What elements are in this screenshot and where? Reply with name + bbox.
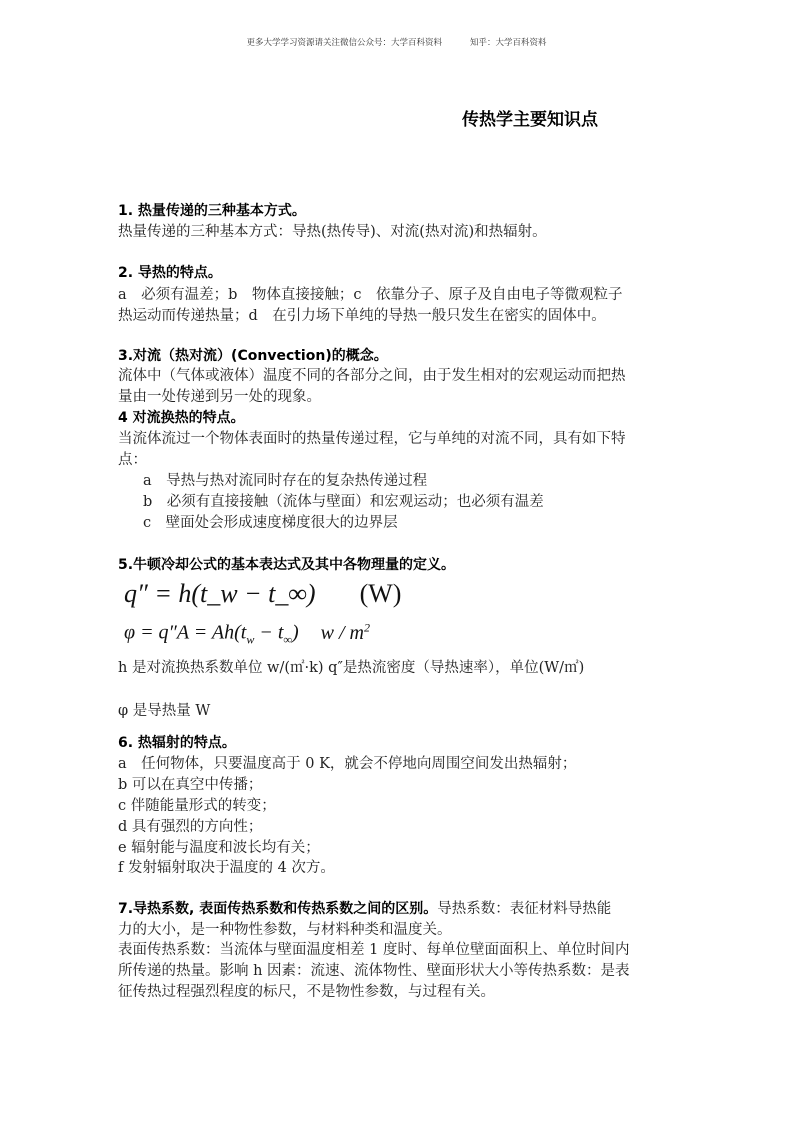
- section-7-line: [118, 899, 611, 919]
- section-2-heading: 2. 导热的特点。: [118, 265, 222, 281]
- header-left: 更多大学学习资源请关注微信公众号：大学百科资料: [246, 38, 442, 48]
- page-header: [0, 36, 793, 48]
- text-line: 当流体流过一个物体表面时的热量传递过程，它与单纯的对流不同，具有如下特: [118, 431, 626, 447]
- list-item: f 发射辐射取决于温度的 4 次方。: [118, 860, 335, 876]
- text-line: 征传热过程强烈程度的标尺，不是物性参数，与过程有关。: [118, 984, 495, 1000]
- list-item: d 具有强烈的方向性；: [118, 819, 263, 835]
- list-item: c 壁面处会形成速度梯度很大的边界层: [143, 515, 398, 531]
- formula-1-unit: (W): [359, 579, 402, 608]
- section-5-heading: 5.牛顿冷却公式的基本表达式及其中各物理量的定义。: [118, 557, 456, 573]
- phi-definition: φ 是导热量 W: [118, 703, 211, 719]
- header-right: 知乎：大学百科资料: [470, 38, 547, 48]
- text-line: a 必须有温差；b 物体直接接触；c 依靠分子、原子及自由电子等微观粒子: [118, 287, 623, 303]
- text-line: 点：: [118, 452, 147, 468]
- list-item: a 任何物体，只要温度高于 0 K，就会不停地向周围空间发出热辐射；: [118, 756, 577, 772]
- list-item: e 辐射能与温度和波长均有关；: [118, 840, 320, 856]
- section-6-heading: 6. 热辐射的特点。: [118, 735, 236, 751]
- text-line: 量由一处传递到另一处的现象。: [118, 389, 321, 405]
- section-3-heading: 3.对流（热对流）(Convection)的概念。: [118, 348, 388, 364]
- text-line: 力的大小，是一种物性参数，与材料种类和温度关。: [118, 922, 452, 938]
- document-title: 传热学主要知识点: [462, 110, 598, 130]
- text-line: 热量传递的三种基本方式：导热(热传导)、对流(热对流)和热辐射。: [118, 224, 547, 240]
- list-item: c 伴随能量形式的转变；: [118, 798, 276, 814]
- list-item: b 可以在真空中传播；: [118, 777, 263, 793]
- section-4-heading: 4 对流换热的特点。: [118, 410, 245, 426]
- text-line: 热运动而传递热量；d 在引力场下单纯的导热一般只发生在密实的固体中。: [118, 308, 606, 324]
- formula-1-text: q″ = h(t_w − t_∞): [124, 579, 316, 608]
- section-1-heading: 1. 热量传递的三种基本方式。: [118, 203, 306, 219]
- list-item: b 必须有直接接触（流体与壁面）和宏观运动；也必须有温差: [143, 494, 544, 510]
- h-definition: h 是对流换热系数单位 w/(㎡·k) q″是热流密度（导热速率），单位(W/㎡): [118, 660, 585, 676]
- text-line: 流体中（气体或液体）温度不同的各部分之间，由于发生相对的宏观运动而把热: [118, 368, 626, 384]
- text-line: 导热系数：表征材料导热能: [437, 901, 612, 917]
- list-item: a 导热与热对流同时存在的复杂热传递过程: [143, 473, 428, 489]
- section-7-heading: 7.导热系数, 表面传热系数和传热系数之间的区别。: [118, 901, 438, 917]
- text-line: 所传递的热量。影响 h 因素：流速、流体物性、壁面形状大小等传热系数：是表: [118, 963, 630, 979]
- text-line: 表面传热系数：当流体与壁面温度相差 1 度时、每单位壁面面积上、单位时间内: [118, 942, 630, 958]
- formula-heat-rate: $\varphi = q''A = Ah(t_w - t_\infty)$ w / $m^2$: [124, 620, 370, 647]
- formula-newton-cooling: [124, 579, 401, 609]
